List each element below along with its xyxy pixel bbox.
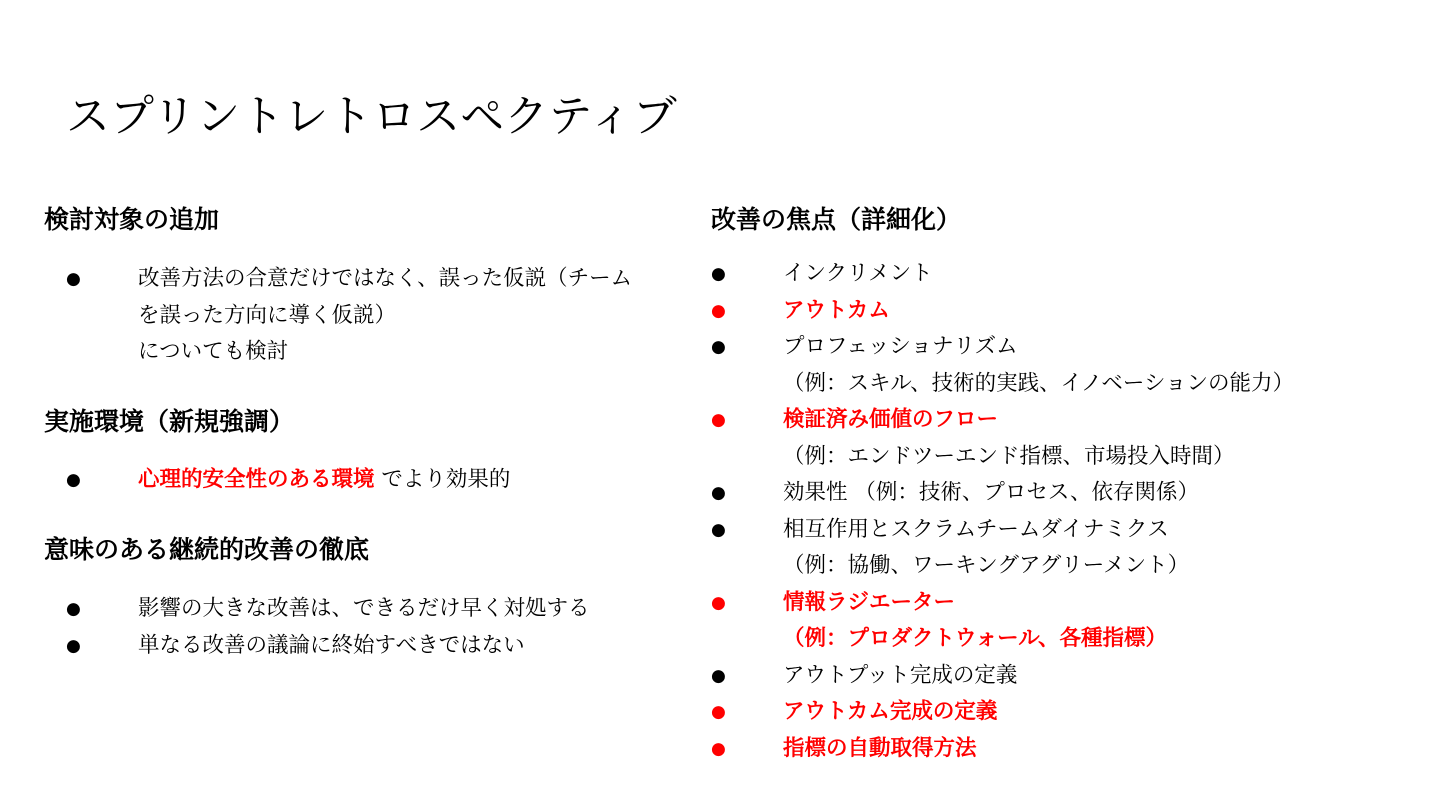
emphasis-text: アウトカム完成の定義	[783, 699, 998, 724]
list-item	[66, 462, 510, 499]
list-item-text: アウトプット完成の定義	[783, 662, 1018, 688]
list-item	[66, 261, 632, 371]
list-item-subtext: （例：協働、ワーキングアグリーメント）	[783, 553, 1190, 578]
list-item	[711, 585, 1294, 658]
list-item	[711, 512, 1294, 585]
bullet-icon: ●	[711, 592, 726, 613]
emphasis-text: 心理的安全性のある環境	[138, 467, 375, 492]
list-item	[711, 658, 1294, 695]
bullet-icon: ●	[711, 410, 726, 430]
list-item-text: でより効果的	[374, 467, 511, 492]
bullet-icon: ●	[711, 483, 726, 503]
list-item	[66, 628, 590, 665]
bullet-icon: ●	[66, 635, 81, 656]
bullet-icon: ●	[711, 702, 726, 722]
emphasis-text: アウトカム	[783, 297, 890, 323]
bullet-icon: ●	[711, 519, 726, 540]
list-item-text: 相互作用とスクラムチームダイナミクス	[783, 516, 1169, 542]
list-item-text: 影響の大きな改善は、できるだけ早く対処する	[138, 596, 590, 621]
slide-title: スプリントレトロスペクティブ	[66, 91, 677, 142]
environment-list	[66, 462, 510, 499]
bullet-icon: ●	[66, 470, 81, 490]
list-item	[711, 402, 1294, 475]
bullet-icon: ●	[66, 269, 81, 289]
list-item-text: 単なる改善の議論に終始すべきではない	[138, 632, 525, 658]
review-scope-list	[66, 261, 632, 371]
emphasis-text: 情報ラジエーター	[783, 589, 956, 615]
bullet-icon: ●	[711, 264, 726, 284]
section-heading-environment: 実施環境（新規強調）	[44, 407, 295, 436]
emphasis-text: 指標の自動取得方法	[783, 735, 977, 761]
list-item-text: を誤った方向に導く仮説）	[138, 302, 397, 328]
list-item	[711, 475, 1294, 512]
section-heading-improvement: 意味のある継続的改善の徹底	[44, 535, 370, 564]
list-item-text: インクリメント	[783, 261, 933, 286]
list-item-text: についても検討	[138, 339, 289, 364]
list-item-text: 効果性 （例：技術、プロセス、依存関係）	[783, 480, 1199, 505]
list-item-subtext: （例：スキル、技術的実践、イノベーションの能力）	[783, 370, 1295, 396]
list-item	[711, 694, 1294, 731]
bullet-icon: ●	[711, 665, 726, 686]
improvement-list	[66, 591, 590, 664]
list-item	[711, 293, 1294, 330]
list-item-text: プロフェッショナリズム	[783, 334, 1018, 359]
list-item	[711, 329, 1294, 402]
section-heading-review-scope: 検討対象の追加	[44, 205, 220, 234]
bullet-icon: ●	[711, 337, 726, 357]
list-item	[711, 731, 1294, 768]
section-heading-focus: 改善の焦点（詳細化）	[711, 205, 962, 234]
emphasis-text: 検証済み価値のフロー	[783, 407, 999, 432]
list-item-subtext: （例：エンドツーエンド指標、市場投入時間）	[783, 443, 1235, 469]
list-item	[711, 256, 1294, 293]
emphasis-subtext: （例：プロダクトウォール、各種指標）	[783, 626, 1167, 651]
bullet-icon: ●	[711, 300, 726, 321]
list-item-text: 改善方法の合意だけではなく、誤った仮説（チーム	[138, 266, 633, 291]
bullet-icon: ●	[66, 599, 81, 619]
focus-list	[711, 256, 1294, 767]
list-item	[66, 591, 590, 628]
bullet-icon: ●	[711, 738, 726, 759]
